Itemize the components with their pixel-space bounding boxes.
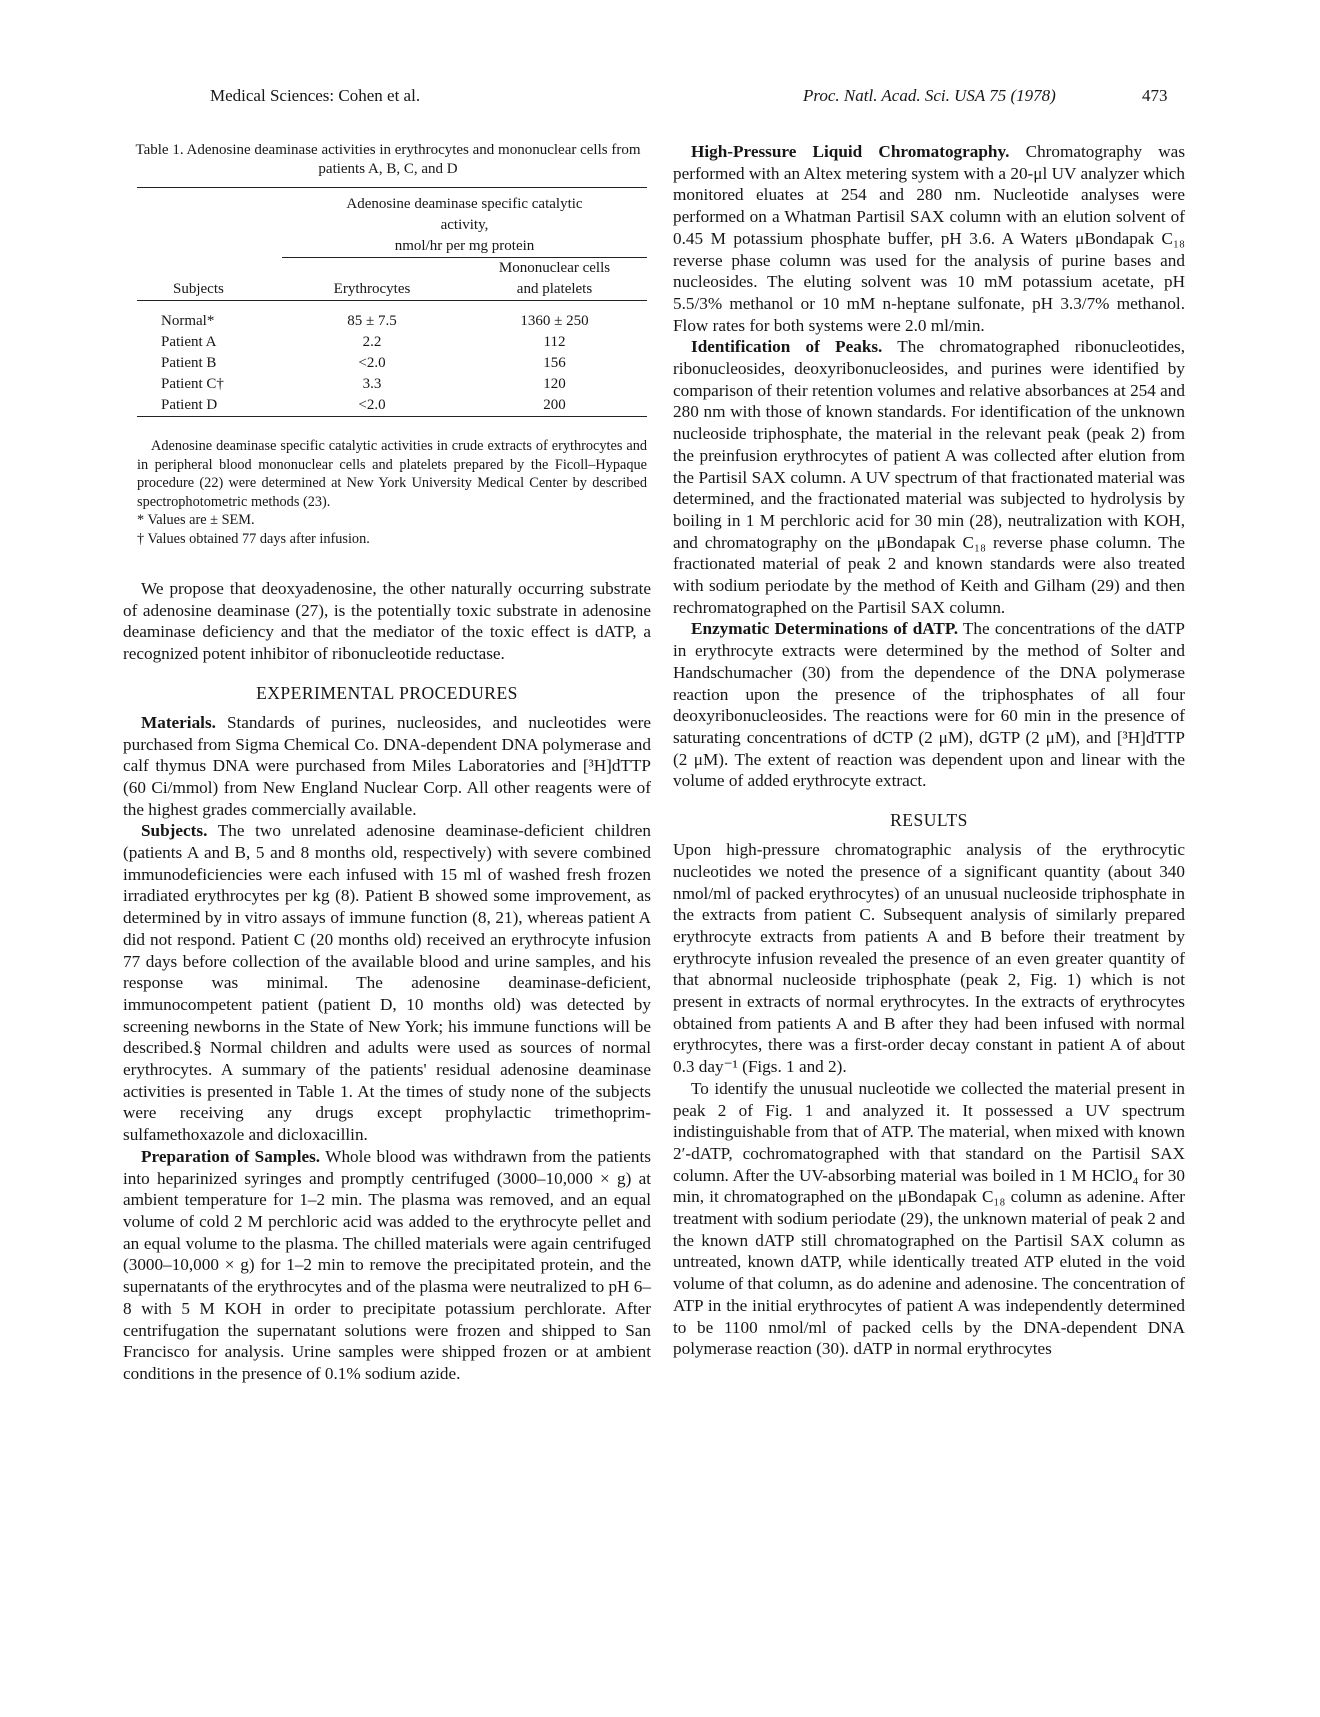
section-heading-procedures: EXPERIMENTAL PROCEDURES xyxy=(256,682,518,703)
running-header-left: Medical Sciences: Cohen et al. xyxy=(210,86,421,105)
page-number: 473 xyxy=(1142,86,1168,105)
table-footnote-main: Adenosine deaminase specific catalytic activities in crude extracts of erythrocytes and in peripheral blood mononuclear cells and platelets prepared by the Ficoll–Hypaque procedure (22) were determined at New York University Medical Center by described spectrophotometric methods (23). xyxy=(137,438,647,510)
table-footnote-star: * Values are ± SEM. xyxy=(137,512,255,528)
table-spanner-line-3: nmol/hr per mg protein xyxy=(394,238,535,254)
results-paragraph-2: To identify the unusual nucleotide we collected the material present in peak 2 of Fig. 1 and analyzed it. It possessed a UV spectrum indistinguishable from that of ATP. The material, when mixed with known 2′-dATP, cochromatographed with that standard on the Partisil SAX column. After the UV-absorbing material was boiled in 1 M HClO₄ for 30 min, it chromatographed on the μBondapak C₁₈ column as adenine. After treatment with sodium periodate (29), the unknown material of peak 2 and the known dATP still chromatographed on the Partisil SAX column as untreated, known dATP, while identically treated ATP eluted in the void volume of that column, as do adenine and adenosine. The concentration of ATP in the initial erythrocytes of patient A was independently determined to be 1100 nmol/ml of packed cells by the DNA-dependent DNA polymerase reaction (30). dATP in normal erythrocytes xyxy=(673,1078,1185,1359)
subjects-paragraph: Subjects. The two unrelated adenosine deaminase-deficient children (patients A and B, 5 and 8 months old, respectively) with severe combined immunodeficiencies were each infused with 15 ml of washed fresh frozen irradiated erythrocytes per kg (8). Patient B showed some improvement, as determined by in vitro assays of immune function (8, 21), whereas patient A did not respond. Patient C (20 months old) received an erythrocyte infusion 77 days before collection of the available blood and urine samples, and his response was minimal. The adenosine deaminase-deficient, immunocompetent patient (patient D, 10 months old) was detected by screening newborns in the State of New York; his immune functions will be described.§ Normal children and adults were used as sources of normal erythrocytes. A summary of the patients' residual adenosine deaminase activities is presented in Table 1. At the times of study none of the subjects were receiving any drugs except prophylactic trimethoprim-sulfamethoxazole and dicloxacillin. xyxy=(123,821,651,1145)
table-caption: Table 1. Adenosine deaminase activities in erythrocytes and mononuclear cells from patients A, B, C, and D xyxy=(135,142,641,177)
materials-paragraph: Materials. Standards of purines, nucleosides, and nucleotides were purchased from Sigma Chemical Co. DNA-dependent DNA polymerase and calf thymus DNA were purchased from Miles Laboratories and [³H]dTTP (60 Ci/mmol) from New England Nuclear Corp. All other reagents were of the highest grades commercially available. xyxy=(123,712,651,819)
table-spanner-line-2: activity, xyxy=(440,217,489,233)
table-footnote-dagger: † Values obtained 77 days after infusion. xyxy=(137,530,370,547)
enzymatic-paragraph: Enzymatic Determinations of dATP. The concentrations of the dATP in erythrocyte extracts were determined by the method of Solter and Handschumacher (30) from the dependence of the DNA polymerase reaction upon the presence of the triphosphates of all four deoxyribonucleosides. The reactions were for 60 min in the presence of saturating concentrations of dCTP (2 μM), dGTP (2 μM), and [³H]dTTP (2 μM). The extent of reaction was dependent upon and linear with the volume of added erythrocyte extract. xyxy=(673,619,1185,791)
table-row: Patient B <2.0 156 xyxy=(161,355,566,371)
preparation-paragraph: Preparation of Samples. Whole blood was withdrawn from the patients into heparinized syringes and promptly centrifuged (3000–10,000 × g) at ambient temperature for 1–2 min. The plasma was removed, and an equal volume of cold 2 M perchloric acid was added to the erythrocyte pellet and an equal volume to the plasma. The chilled materials were again centrifuged (3000–10,000 × g) for 1–2 min to remove the precipitated protein, and the supernatants of the erythrocytes and of the plasma were neutralized to pH 6–8 with 5 M KOH in order to precipitate potassium perchlorate. After centrifugation the supernatant solutions were frozen and shipped to San Francisco for analysis. Urine samples were shipped frozen or at ambient conditions in the presence of 0.1% sodium azide. xyxy=(123,1146,651,1383)
running-header-journal: Proc. Natl. Acad. Sci. USA 75 (1978) xyxy=(803,86,1056,105)
col-header-mononuclear: Mononuclear cells and platelets xyxy=(462,258,647,301)
hplc-paragraph: High-Pressure Liquid Chromatography. Chromatography was performed with an Altex metering system with a 20-μl UV analyzer which monitored eluates at 254 and 280 nm. Nucleotide analyses were performed on a Whatman Partisil SAX column with an elution solvent of 0.45 M potassium phosphate buffer, pH 3.6. A Waters μBondapak C₁₈ reverse phase column was used for the analysis of purine bases and nucleosides. The eluting solvent was 10 mM potassium acetate, pH 5.5/3% methanol or 10 mM n-heptane sulfonate, pH 3.3/7% methanol. Flow rates for both systems were 2.0 ml/min. xyxy=(673,142,1186,335)
table-row: Patient C† 3.3 120 xyxy=(161,376,566,392)
col-header-erythrocytes: Erythrocytes xyxy=(282,258,462,301)
col-header-subjects: Subjects xyxy=(173,281,224,297)
right-column xyxy=(673,141,1185,1360)
table-1 xyxy=(137,187,647,417)
section-heading-results: RESULTS xyxy=(890,810,968,831)
table-row: Patient D <2.0 200 xyxy=(137,395,647,417)
table-row: Normal* 85 ± 7.5 1360 ± 250 xyxy=(161,313,589,329)
results-paragraph-1: Upon high-pressure chromatographic analysis of the erythrocytic nucleotides we noted the presence of a significant quantity (about 340 nmol/ml of packed erythrocytes) of an unusual nucleoside triphosphate in the extracts from patient C. Subsequent analysis of similarly prepared erythrocyte extracts from patients A and B before their treatment by erythrocyte infusion revealed the presence of an even greater quantity of that abnormal nucleoside triphosphate (peak 2, Fig. 1) which is not present in extracts of normal erythrocytes. In the extracts of erythrocytes obtained from patients A and B after they had been infused with normal erythrocytes, there was a first-order decay constant in patient A of about 0.3 day⁻¹ (Figs. 1 and 2). xyxy=(673,840,1185,1077)
table-row: Patient A 2.2 112 xyxy=(161,334,566,350)
table-footnotes xyxy=(137,437,647,548)
intro-paragraph: We propose that deoxyadenosine, the other naturally occurring substrate of adenosine deaminase (27), is the potentially toxic substrate in adenosine deaminase deficiency and that the mediator of the toxic effect is dATP, a recognized potent inhibitor of ribonucleotide reductase. xyxy=(123,579,651,664)
left-column xyxy=(123,141,651,1385)
peaks-paragraph: Identification of Peaks. The chromatographed ribonucleotides, ribonucleosides, deoxyribonucleosides, and purines were identified by comparison of their retention volumes and relative absorbances at 254 and 280 nm with those of known standards. For identification of the unknown nucleoside triphosphate, the material in the relevant peak (peak 2) from the preinfusion erythrocytes of patient A was collected after elution from the Partisil SAX column. A UV spectrum of that fractionated material was determined, and the fractionated material was subjected to hydrolysis by boiling in 1 M perchloric acid for 30 min (28), neutralization with KOH, and chromatography on the μBondapak C₁₈ reverse phase column. The fractionated material of peak 2 and known standards were also treated with sodium periodate by the method of Keith and Gilham (29) and then rechromatographed on the Partisil SAX column. xyxy=(673,337,1185,617)
table-spanner-line-1: Adenosine deaminase specific catalytic xyxy=(346,196,583,212)
